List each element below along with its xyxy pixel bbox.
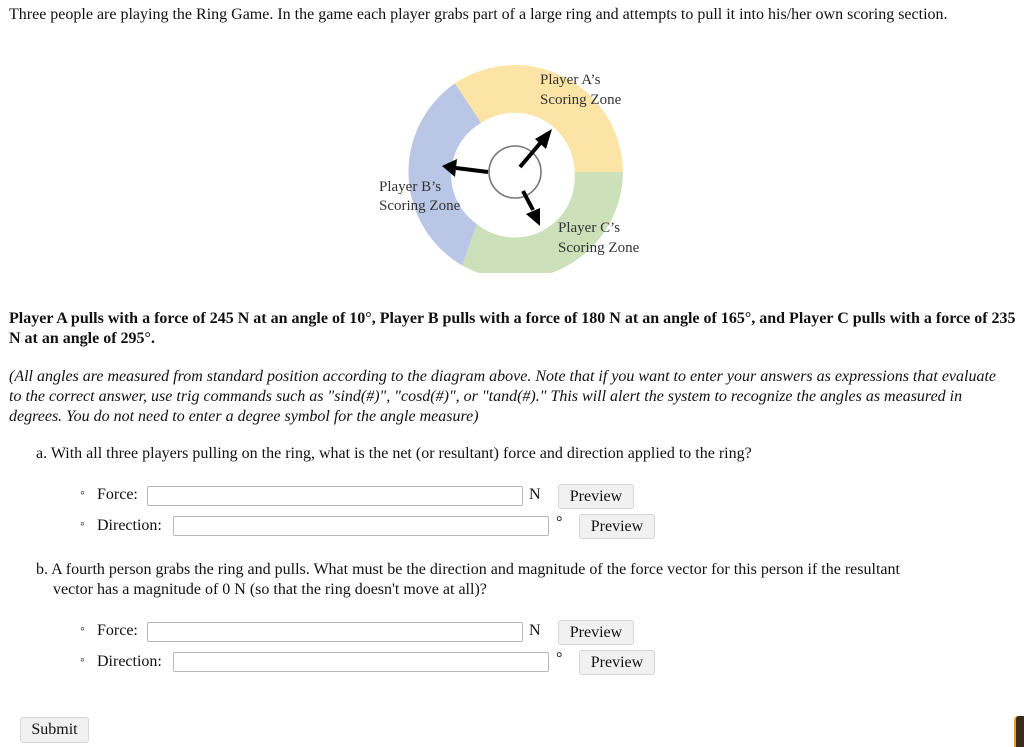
part-b-force-preview-button[interactable]: Preview (558, 620, 634, 645)
part-a-force-label: Force: (97, 486, 138, 503)
part-b-direction-input[interactable] (173, 652, 549, 672)
bullet-icon: ◦ (80, 486, 85, 501)
part-a-direction-preview-button[interactable]: Preview (579, 514, 655, 539)
zone-b-label-line2: Scoring Zone (379, 198, 461, 214)
player-c-arrow (523, 191, 540, 226)
part-b-question (36, 560, 986, 600)
corner-app-thumbnail (1014, 716, 1024, 747)
part-a-degree-unit: ° (556, 514, 563, 531)
part-a-force-preview-button[interactable]: Preview (558, 484, 634, 509)
zone-c-label-line1: Player C’s (558, 220, 621, 236)
part-b-direction-label: Direction: (97, 653, 162, 670)
zone-c-label-line2: Scoring Zone (558, 240, 640, 256)
part-a-force-input[interactable] (147, 486, 523, 506)
bullet-icon: ◦ (80, 622, 85, 637)
part-b-force-unit: N (529, 622, 541, 639)
problem-intro: Three people are playing the Ring Game. In the game each player grabs part of a large ring and attempts to pull it into his/her own scoring section. (9, 6, 948, 23)
zone-a-label-line1: Player A’s (540, 72, 601, 88)
part-b-degree-unit: ° (556, 650, 563, 667)
part-b-direction-preview-button[interactable]: Preview (579, 650, 655, 675)
zone-b-sector (408, 83, 481, 265)
part-b-question-line2: vector has a magnitude of 0 N (so that the ring doesn't move at all)? (53, 581, 487, 598)
part-a-direction-input[interactable] (173, 516, 549, 536)
part-b-question-line1: b. A fourth person grabs the ring and pulls. What must be the direction and magnitude of the force vector for this person if the resultant (36, 561, 900, 578)
zone-b-label-line1: Player B’s (379, 179, 442, 195)
problem-statement: Player A pulls with a force of 245 N at an angle of 10°, Player B pulls with a force of 180 N at an angle of 165°, and Player C pulls with a force of 235 N at an angle of 295°. (9, 310, 1016, 347)
bullet-icon: ◦ (80, 653, 85, 668)
zone-a-label-line2: Scoring Zone (540, 92, 622, 108)
instructions-note: (All angles are measured from standard position according to the diagram above. Note that if you want to enter your answers as expressions that evaluate to the correct answer, use trig commands such as "sind(#)", "cosd(#)", or "tand(#)." This will alert the system to recognize the angles as measured in degrees. You do not need to enter a degree symbol for the angle measure) (9, 368, 997, 425)
part-a-force-unit: N (529, 486, 541, 503)
part-b-force-label: Force: (97, 622, 138, 639)
part-a-direction-label: Direction: (97, 517, 162, 534)
part-b-force-input[interactable] (147, 622, 523, 642)
part-a-question: a. With all three players pulling on the ring, what is the net (or resultant) force and direction applied to the ring? (36, 445, 752, 462)
submit-button[interactable]: Submit (20, 717, 89, 743)
ring-game-diagram (370, 58, 660, 273)
bullet-icon: ◦ (80, 517, 85, 532)
